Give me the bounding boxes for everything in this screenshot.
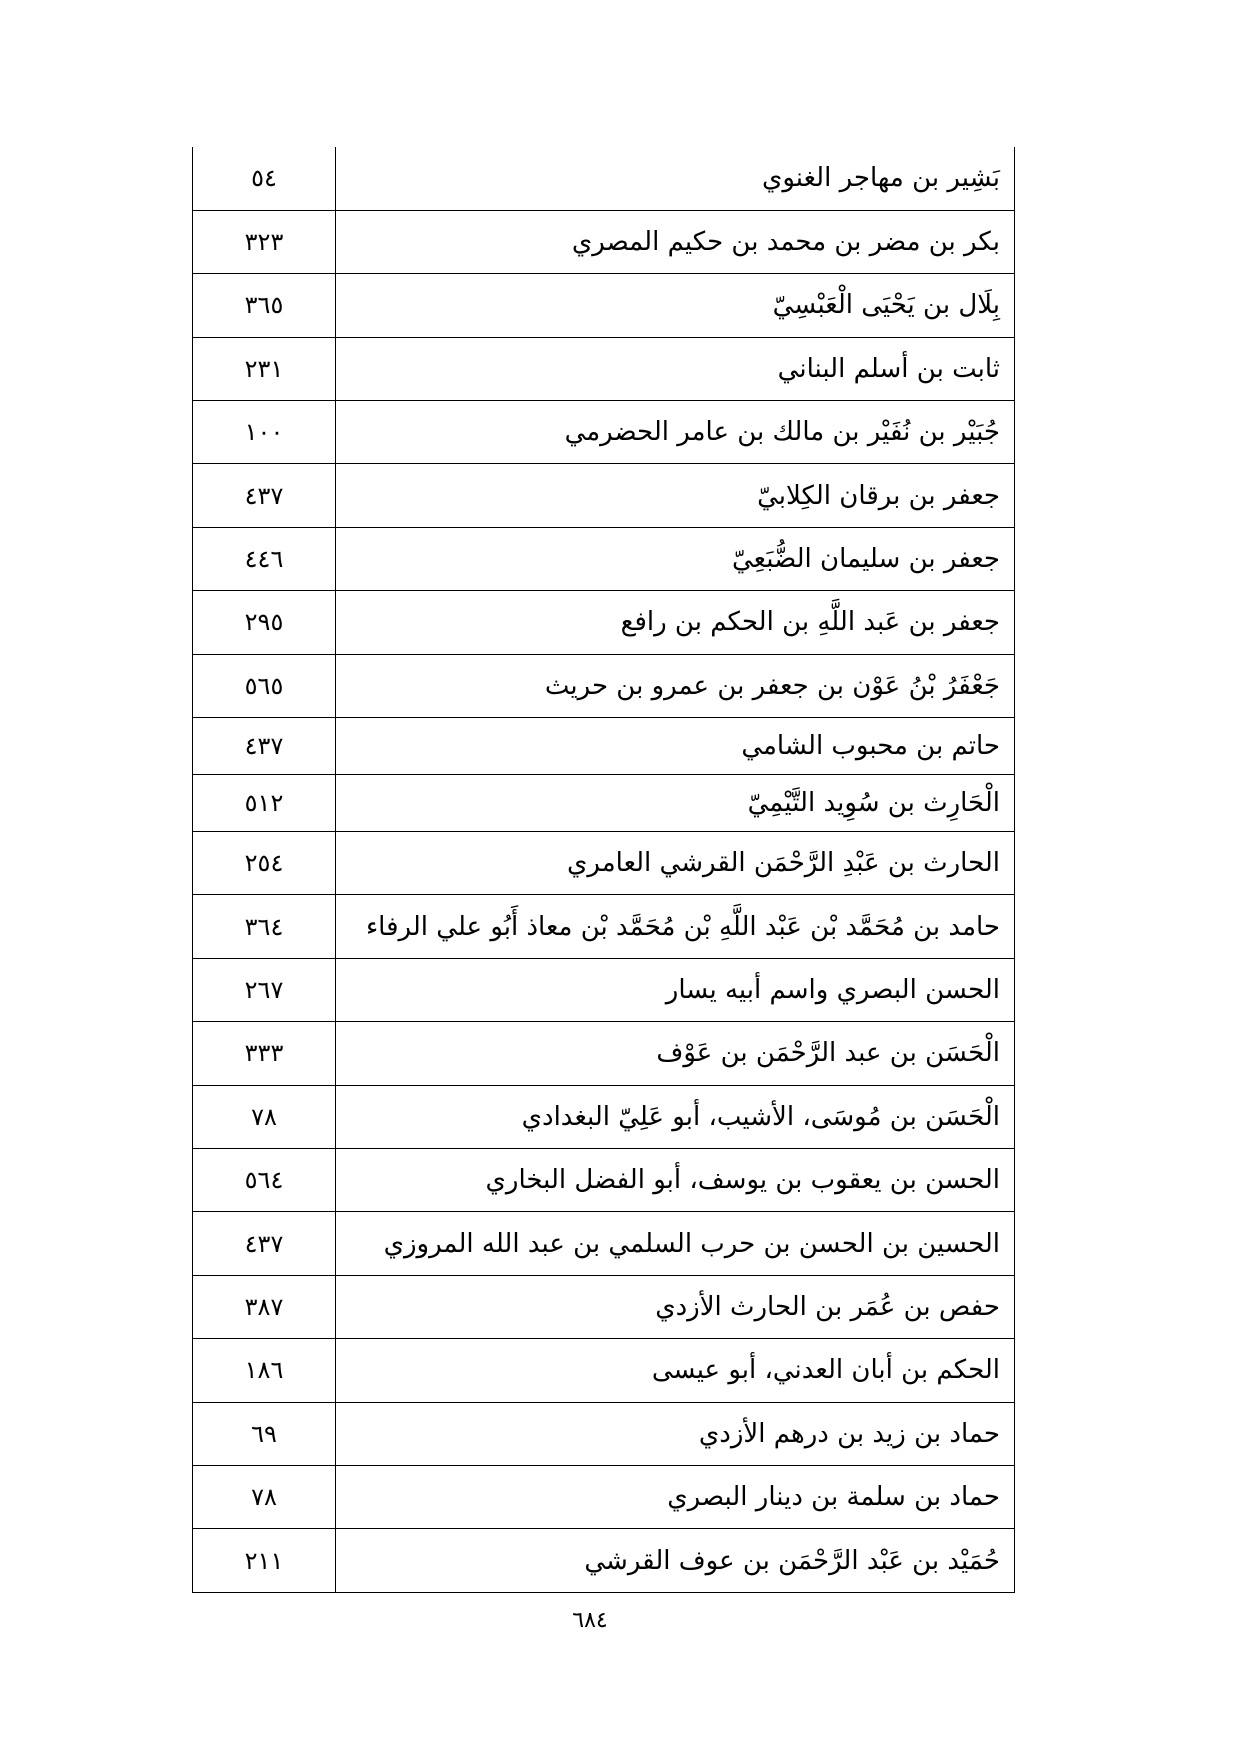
page-reference: ٤٣٧ — [193, 464, 336, 527]
index-table — [192, 147, 1015, 1593]
index-row — [193, 464, 1015, 527]
narrator-name: الحسن بن يعقوب بن يوسف، أبو الفضل البخاري — [336, 1148, 1015, 1211]
page-reference: ٢٥٤ — [193, 832, 336, 895]
index-rows — [193, 147, 1015, 1592]
page-reference: ٥١٢ — [193, 775, 336, 832]
page-reference: ٤٤٦ — [193, 527, 336, 590]
page-reference: ٣٦٤ — [193, 895, 336, 958]
index-row — [193, 527, 1015, 590]
index-row — [193, 832, 1015, 895]
narrator-name: جُبَيْر بن نُفَيْر بن مالك بن عامر الحضرمي — [336, 401, 1015, 464]
narrator-name: بَشِير بن مهاجر الغنوي — [336, 147, 1015, 210]
index-row — [193, 1529, 1015, 1592]
index-row — [193, 775, 1015, 832]
narrator-name: الحكم بن أبان العدني، أبو عيسى — [336, 1339, 1015, 1402]
page-reference: ٤٣٧ — [193, 718, 336, 775]
index-row — [193, 591, 1015, 654]
page-reference: ٣٦٥ — [193, 274, 336, 337]
narrator-name: الْحَسَن بن مُوسَى، الأشيب، أبو عَلِيّ البغدادي — [336, 1085, 1015, 1148]
index-row — [193, 1275, 1015, 1338]
page-reference: ٣٣٣ — [193, 1022, 336, 1085]
narrator-name: جعفر بن برقان الكِلابيّ — [336, 464, 1015, 527]
index-row — [193, 1465, 1015, 1528]
page-reference: ٣٢٣ — [193, 210, 336, 273]
narrator-name: حُمَيْد بن عَبْد الرَّحْمَن بن عوف القرشي — [336, 1529, 1015, 1592]
page-reference: ١٨٦ — [193, 1339, 336, 1402]
index-row — [193, 401, 1015, 464]
index-row — [193, 1212, 1015, 1275]
index-row — [193, 274, 1015, 337]
index-row — [193, 337, 1015, 400]
index-row — [193, 654, 1015, 717]
page-reference: ٥٤ — [193, 147, 336, 210]
narrator-name: حماد بن سلمة بن دينار البصري — [336, 1465, 1015, 1528]
narrator-name: جَعْفَرُ بْنُ عَوْن بن جعفر بن عمرو بن حريث — [336, 654, 1015, 717]
page-reference: ٢١١ — [193, 1529, 336, 1592]
index-row — [193, 1402, 1015, 1465]
page-reference: ٥٦٤ — [193, 1148, 336, 1211]
page-reference: ٧٨ — [193, 1465, 336, 1528]
narrator-name: الْحَسَن بن عبد الرَّحْمَن بن عَوْف — [336, 1022, 1015, 1085]
narrator-name: حاتم بن محبوب الشامي — [336, 718, 1015, 775]
page-reference: ٧٨ — [193, 1085, 336, 1148]
page-reference: ٣٨٧ — [193, 1275, 336, 1338]
narrator-name: بكر بن مضر بن محمد بن حكيم المصري — [336, 210, 1015, 273]
index-row — [193, 1339, 1015, 1402]
narrator-name: ثابت بن أسلم البناني — [336, 337, 1015, 400]
narrator-name: حماد بن زيد بن درهم الأزدي — [336, 1402, 1015, 1465]
index-row — [193, 147, 1015, 210]
index-row — [193, 1085, 1015, 1148]
narrator-name: جعفر بن عَبد اللَّهِ بن الحكم بن رافع — [336, 591, 1015, 654]
narrator-name: جعفر بن سليمان الضُّبَعِيّ — [336, 527, 1015, 590]
narrator-name: بِلَال بن يَحْيَى الْعَبْسِيّ — [336, 274, 1015, 337]
page-reference: ٥٦٥ — [193, 654, 336, 717]
index-row — [193, 1148, 1015, 1211]
narrator-name: الحسن البصري واسم أبيه يسار — [336, 958, 1015, 1021]
narrator-name: الحارث بن عَبْدِ الرَّحْمَن القرشي العامري — [336, 832, 1015, 895]
page-reference: ٢٣١ — [193, 337, 336, 400]
narrator-name: حامد بن مُحَمَّد بْن عَبْد اللَّهِ بْن مُحَمَّد بْن معاذ أَبُو علي الرفاء — [336, 895, 1015, 958]
index-row — [193, 210, 1015, 273]
page-reference: ٢٦٧ — [193, 958, 336, 1021]
index-row — [193, 958, 1015, 1021]
page-number: ٦٨٤ — [572, 1608, 608, 1633]
index-row — [193, 895, 1015, 958]
narrator-name: الحسين بن الحسن بن حرب السلمي بن عبد الله المروزي — [336, 1212, 1015, 1275]
page-reference: ٤٣٧ — [193, 1212, 336, 1275]
narrator-name: الْحَارِث بن سُوِيد التَّيْمِيّ — [336, 775, 1015, 832]
page-reference: ٦٩ — [193, 1402, 336, 1465]
index-row — [193, 1022, 1015, 1085]
page-reference: ١٠٠ — [193, 401, 336, 464]
index-row — [193, 718, 1015, 775]
page-reference: ٢٩٥ — [193, 591, 336, 654]
narrator-name: حفص بن عُمَر بن الحارث الأزدي — [336, 1275, 1015, 1338]
